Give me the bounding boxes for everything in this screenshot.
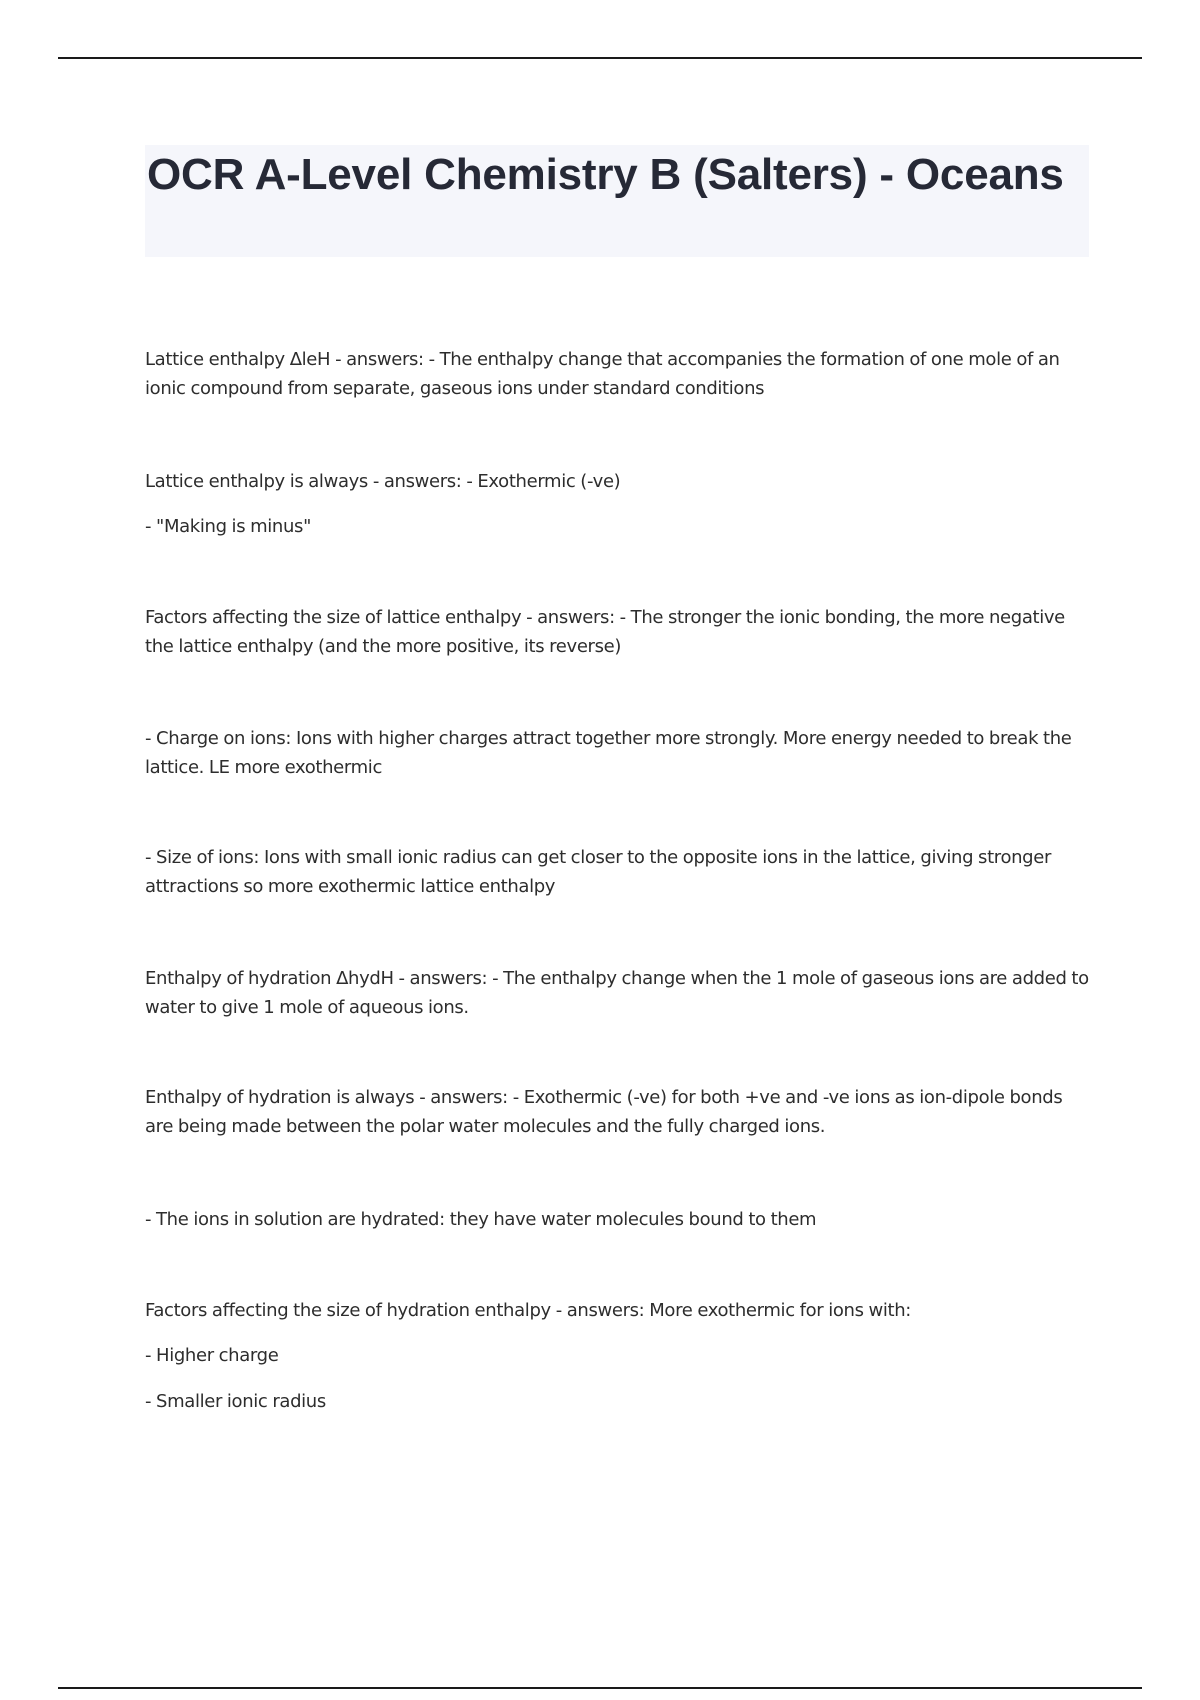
paragraph-lattice-enthalpy-definition: Lattice enthalpy ΔleH - answers: - The enthalpy change that accompanies the formation of one mole of an ionic compound from separate, gaseous ions under standard conditions [145,349,1060,399]
paragraph-hydration-factors: Factors affecting the size of hydration enthalpy - answers: More exothermic for ions with: [145,1300,911,1321]
footer-rule [58,1687,1142,1689]
title-banner [145,145,1089,257]
document-title: OCR A-Level Chemistry B (Salters) - Oceans [147,150,1064,199]
paragraph-making-is-minus: - "Making is minus" [145,516,311,537]
header-rule [58,57,1142,59]
paragraph-size-of-ions: - Size of ions: Ions with small ionic radius can get closer to the opposite ions in the lattice, giving stronger attractions so more exothermic lattice enthalpy [145,847,1052,897]
paragraph-lattice-factors: Factors affecting the size of lattice enthalpy - answers: - The stronger the ionic bonding, the more negative the lattice enthalpy (and the more positive, its reverse) [145,607,1065,657]
paragraph-ions-hydrated: - The ions in solution are hydrated: they have water molecules bound to them [145,1209,817,1230]
paragraph-hydration-definition: Enthalpy of hydration ΔhydH - answers: - The enthalpy change when the 1 mole of gaseous ions are added to water to give 1 mole of aqueous ions. [145,968,1089,1018]
paragraph-hydration-sign: Enthalpy of hydration is always - answers: - Exothermic (-ve) for both +ve and -ve ions as ion-dipole bonds are being made between the polar water molecules and the fully charged ions. [145,1087,1063,1137]
paragraph-lattice-enthalpy-sign: Lattice enthalpy is always - answers: - Exothermic (-ve) [145,471,621,492]
list-item-smaller-ionic-radius: - Smaller ionic radius [145,1391,326,1412]
list-item-higher-charge: - Higher charge [145,1345,279,1366]
paragraph-charge-on-ions: - Charge on ions: Ions with higher charges attract together more strongly. More energy needed to break the lattice. LE more exothermic [145,728,1072,778]
